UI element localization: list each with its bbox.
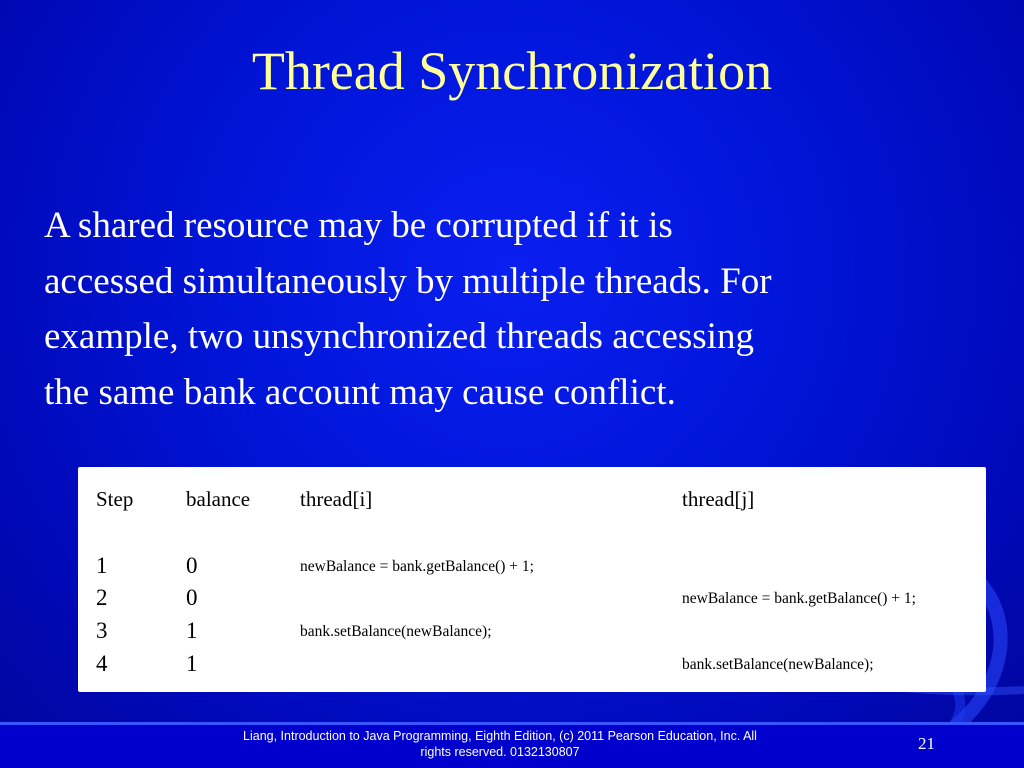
slide-title: Thread Synchronization <box>251 41 773 101</box>
row-balance: 0 <box>186 585 198 610</box>
body-paragraph <box>44 198 984 420</box>
body-line: the same bank account may cause conflict. <box>44 371 676 413</box>
footer-copyright <box>200 728 800 760</box>
header-step: Step <box>96 487 134 511</box>
header-thread-i: thread[i] <box>300 487 373 511</box>
row-balance: 1 <box>186 618 198 643</box>
body-line: accessed simultaneously by multiple threads. For <box>44 260 772 302</box>
footer-line-2: rights reserved. 0132130807 <box>420 745 580 759</box>
row-balance: 0 <box>186 553 198 578</box>
row-thread-j: newBalance = bank.getBalance() + 1; <box>682 590 916 607</box>
row-thread-i: bank.setBalance(newBalance); <box>300 623 492 640</box>
page-number: 21 <box>918 734 935 753</box>
header-thread-j: thread[j] <box>682 487 755 511</box>
row-thread-j: bank.setBalance(newBalance); <box>682 656 874 673</box>
row-step: 1 <box>96 553 108 578</box>
row-thread-i: newBalance = bank.getBalance() + 1; <box>300 558 534 575</box>
footer-line-1: Liang, Introduction to Java Programming, Eighth Edition, (c) 2011 Pearson Education, Inc. All <box>243 729 757 743</box>
header-balance: balance <box>186 487 251 511</box>
row-step: 3 <box>96 618 108 643</box>
row-step: 2 <box>96 585 108 610</box>
row-balance: 1 <box>186 651 198 676</box>
body-line: A shared resource may be corrupted if it is <box>44 205 673 246</box>
body-line: example, two unsynchronized threads accessing <box>44 316 754 357</box>
execution-table <box>78 467 986 692</box>
row-step: 4 <box>96 651 108 676</box>
